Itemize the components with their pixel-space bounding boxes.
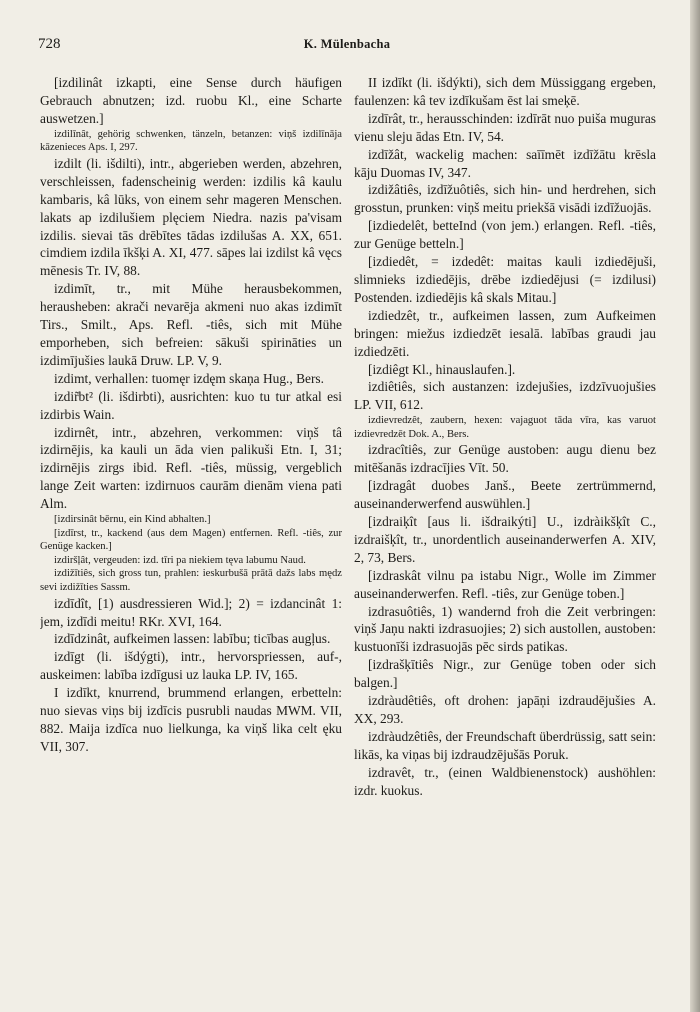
dictionary-entry: I izdīkt, knurrend, brummend erlangen, erbetteln: nuo sievas viņs bij izdīcis pusrubli naudas MWM. VII, 882. Maija izdīca nuo lielkunga, ka viņš lika celt ęku VII, 307. xyxy=(40,685,342,754)
dictionary-entry: [izdirsinât bērnu, ein Kind abhalten.] xyxy=(54,514,211,526)
dictionary-entry: [izdiêgt Kl., hinauslaufen.]. xyxy=(368,361,516,377)
dictionary-entry: izdižâtiês, izdīžuôtiês, sich hin- und herdrehen, sich grosstun, prunken: viņš meitu priekšā visādi izdīžuojās. xyxy=(354,182,656,216)
dictionary-entry: izdràudêtiês, oft drohen: japāņi izdraudējušies A. XX, 293. xyxy=(354,693,656,726)
dictionary-entry: izdīžât, wackelig machen: saīīmēt izdīžātu krēsla kāju Duomas IV, 347. xyxy=(354,146,656,180)
page-edge-shadow xyxy=(690,0,700,1012)
dictionary-entry: [izdragât duobes Janš., Beete zertrümmernd, auseinanderwerfend auswühlen.] xyxy=(354,478,656,512)
dictionary-entry: izdīgt (li. išdýgti), intr., hervorspriessen, auf-, auskeimen: labība izdīgusi uz lauka LP. IV, 165. xyxy=(40,649,342,683)
dictionary-entry: izdravêt, tr., (einen Waldbienenstock) aushöhlen: izdr. kuokus. xyxy=(354,764,656,798)
dictionary-entry: [izdraiķît [aus li. išdraikýti] U., izdràikšķît C., izdraišķît, tr., unordentlich auseinanderwerfen A. XIV, 2, 73, Bers. xyxy=(354,514,656,565)
dictionary-entry: izdīdît, [1) ausdressieren Wid.]; 2) = izdancinât 1: jem, izdīdi meitu! RKr. XVI, 164. xyxy=(40,595,342,629)
dictionary-entry: izdīrât, tr., herausschinden: izdīrāt nuo puiša muguras vienu sleju ādas Etn. IV, 54. xyxy=(354,110,656,144)
dictionary-entry: izdimīt, tr., mit Mühe herausbekommen, herausheben: akrači nevarēja akmeni nuo akas izdimīt Tirs., Smilt., Aps. Refl. -tiês, sich mit Mühe emporheben, sich befreien: sākuši spirināties un izdimījušies laukā Druw. LP. V, 9. xyxy=(40,281,342,368)
dictionary-entry: izdiêtiês, sich austanzen: izdejušies, izdzīvuojušies LP. VII, 612. xyxy=(354,379,656,413)
dictionary-entry: izdrasuôtiês, 1) wandernd froh die Zeit verbringen: viņš Jaņu nakti izdrasuojies; 2) sich austollen, austoben: kustuonīši izdrasuojās pēc sirds patikas. xyxy=(354,603,656,655)
dictionary-entry: izdràudzêtiês, der Freundschaft überdrüssig, satt sein: likās, ka viņas bij izdraudzējušās Poruk. xyxy=(354,728,656,762)
dictionary-entry: izdilt (li. išdilti), intr., abgerieben werden, abzehren, verschleissen, fadenscheinig werden: izdilis kâ kaulu kambaris, kâ lūks, von einem sehr mageren Menschen. lakats ap izdilušiem plęciem Niedra. nazis pa'visam izdilis. sievai tās drēbītes tādas izdilušas A. XX, 651. cimdiem izdila īkšķi A. XI, 477. sāpes lai izdilst kâ vęcs mēnesis Tr. IV, 88. xyxy=(40,155,342,279)
page-number: 728 xyxy=(38,36,61,52)
dictionary-entry: izdimt, verhallen: tuomęr izdęm skaņa Hug., Bers. xyxy=(54,370,324,386)
page-header xyxy=(38,36,656,58)
dictionary-entry: II izdīkt (li. išdýkti), sich dem Müssiggang ergeben, faulenzen: kâ tev izdīkušam ēst lai smeķē. xyxy=(354,75,656,108)
dictionary-entry: izdracîtiês, zur Genüge austoben: augu dienu bez mitēšanās izdracījies Vīt. 50. xyxy=(354,442,656,476)
running-head: K. Mülenbacha xyxy=(303,37,391,51)
dictionary-entry: [izdraskât vilnu pa istabu Nigr., Wolle im Zimmer auseinanderwerfen. Refl. -tiês, zur Genüge toben.] xyxy=(354,567,656,601)
right-column xyxy=(354,74,656,999)
dictionary-entry: izdiršļât, vergeuden: izd. tīri pa niekiem tęva labumu Naud. xyxy=(54,554,306,566)
dictionary-entry: [izdiedêt, = izdedêt: maitas kauli izdiedējuši, slimnieks izdiedējis, drēbe izdiedējusi (= izdilusi) Postenden. izdiedējis kâ skals Mitau.] xyxy=(354,254,656,305)
dictionary-entry: izdir̃bt² (li. išdirbti), ausrichten: kuo tu tur atkal esi izdirbis Wain. xyxy=(40,388,342,422)
dictionary-entry: izdīdzinât, aufkeimen lassen: labību; ticības augļus. xyxy=(54,631,331,647)
dictionary-entry: izdiedzêt, tr., aufkeimen lassen, zum Aufkeimen bringen: miežus izdiedzēt iesalā. labības graudi jau izdiedzēti. xyxy=(354,307,656,359)
left-column xyxy=(40,74,342,999)
dictionary-entry: [izdilinât izkapti, eine Sense durch häufigen Gebrauch abnutzen; izd. ruobu Kl., eine Scharte auswetzen.] xyxy=(40,75,342,126)
dictionary-entry: izdievredzêt, zaubern, hexen: vajaguot tāda vīra, kas varuot izdievredzēt Dok. A., Bers. xyxy=(354,415,656,440)
dictionary-entry: izdižītiês, sich gross tun, prahlen: ieskurbušā prātā dažs labs mędz sevi izdižīties Sassm. xyxy=(40,568,342,593)
dictionary-entry: [izdīrst, tr., kackend (aus dem Magen) entfernen. Refl. -tiês, zur Genüge kacken.] xyxy=(40,527,342,553)
dictionary-entry: [izdiedelêt, betteInd (von jem.) erlangen. Refl. -tiês, zur Genüge betteln.] xyxy=(354,218,656,252)
dictionary-entry: [izdrašķītiês Nigr., zur Genüge toben oder sich balgen.] xyxy=(354,657,656,691)
dictionary-entry: izdilīnât, gehörig schwenken, tänzeln, betanzen: viņš izdilīnāja kāzenieces Aps. I, 297. xyxy=(40,128,342,154)
dictionary-entry: izdirnêt, intr., abzehren, verkommen: viņš tâ izdirnējis, ka kauli un āda vien palikuši Etn. I, 31; izdirnējis zirgs ibid. Refl. -tiês, müssig, vergeblich lange Zeit warten: izdirnuos caurām dienām viena pati Alm. xyxy=(40,424,342,512)
